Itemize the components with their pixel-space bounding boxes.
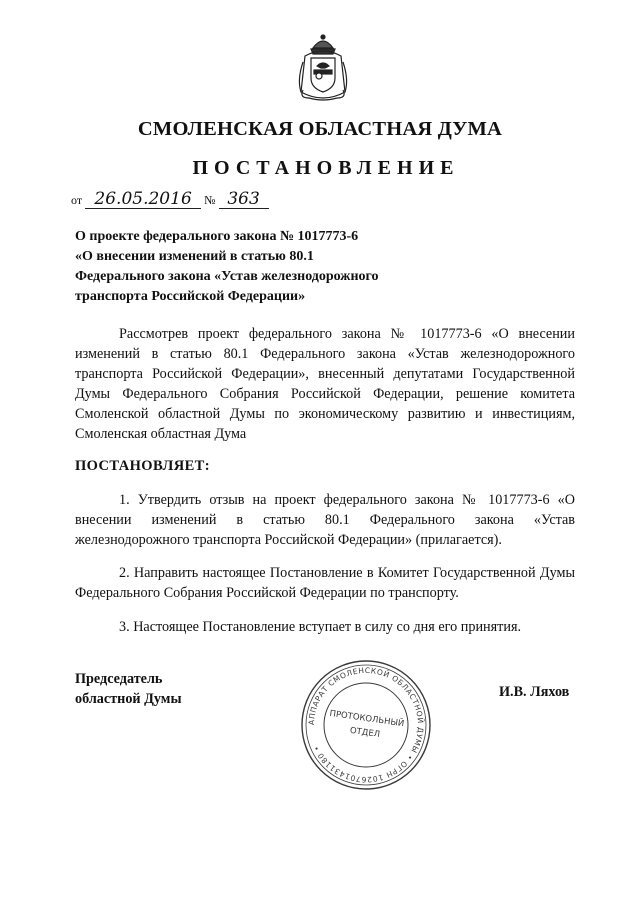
stamp-center-line: ОТДЕЛ	[349, 725, 381, 740]
signatory-position	[75, 669, 182, 709]
resolution-item-1: 1. Утвердить отзыв на проект федерального закона № 1017773-6 «О внесении изменений в статью 80.1 Федерального закона «Устав железнодорожного транспорта Российской Федерации» (прилагается).	[75, 492, 575, 548]
svg-text:АППАРАТ СМОЛЕНСКОЙ ОБЛАСТНОЙ Д	[307, 666, 425, 784]
resolution-item-2: 2. Направить настоящее Постановление в Комитет Государственной Думы Федерального Собрания Российской Федерации по транспорту.	[75, 565, 575, 601]
stamp-center-line: ПРОТОКОЛЬНЫЙ	[328, 708, 405, 730]
document-date: 26.05.2016	[85, 190, 201, 209]
subject-line: Федерального закона «Устав железнодорожного	[75, 269, 379, 284]
organization-title: СМОЛЕНСКАЯ ОБЛАСТНАЯ ДУМА	[137, 118, 503, 140]
document-number: 363	[219, 190, 269, 209]
subject-line: транспорта Российской Федерации»	[75, 289, 306, 304]
resolve-heading: ПОСТАНОВЛЯЕТ:	[75, 458, 210, 474]
signatory-position-line: областной Думы	[75, 691, 182, 707]
date-from-label: от	[71, 193, 83, 207]
official-seal-stamp	[296, 655, 436, 795]
signatory-position-line: Председатель	[75, 671, 163, 687]
subject-line: О проекте федерального закона № 1017773-6	[75, 229, 359, 244]
stamp-ring-text: АППАРАТ СМОЛЕНСКОЙ ОБЛАСТНОЙ ДУМЫ • ОГРН 1026701431180 •	[306, 665, 426, 785]
subject-line: «О внесении изменений в статью 80.1	[75, 249, 314, 264]
coat-of-arms-emblem	[295, 32, 351, 102]
resolution-item-3: 3. Настоящее Постановление вступает в силу со дня его принятия.	[119, 619, 522, 635]
preamble-paragraph: Рассмотрев проект федерального закона № 1017773-6 «О внесении изменений в статью 80.1 Федерального закона «Устав железнодорожного транспорта Российской Федерации», внесенный депутатами Государственной Думы Федерального Собрания Российской Федерации, решение комитета Смоленской областной Думы по экономическому развитию и инвестициям, Смоленская областная Дума	[75, 326, 575, 442]
date-number-line	[71, 190, 269, 209]
document-type-title: ПОСТАНОВЛЕНИЕ	[192, 157, 460, 179]
number-label: №	[204, 193, 216, 207]
signatory-name: И.В. Ляхов	[499, 684, 570, 700]
document-subject	[75, 227, 415, 307]
